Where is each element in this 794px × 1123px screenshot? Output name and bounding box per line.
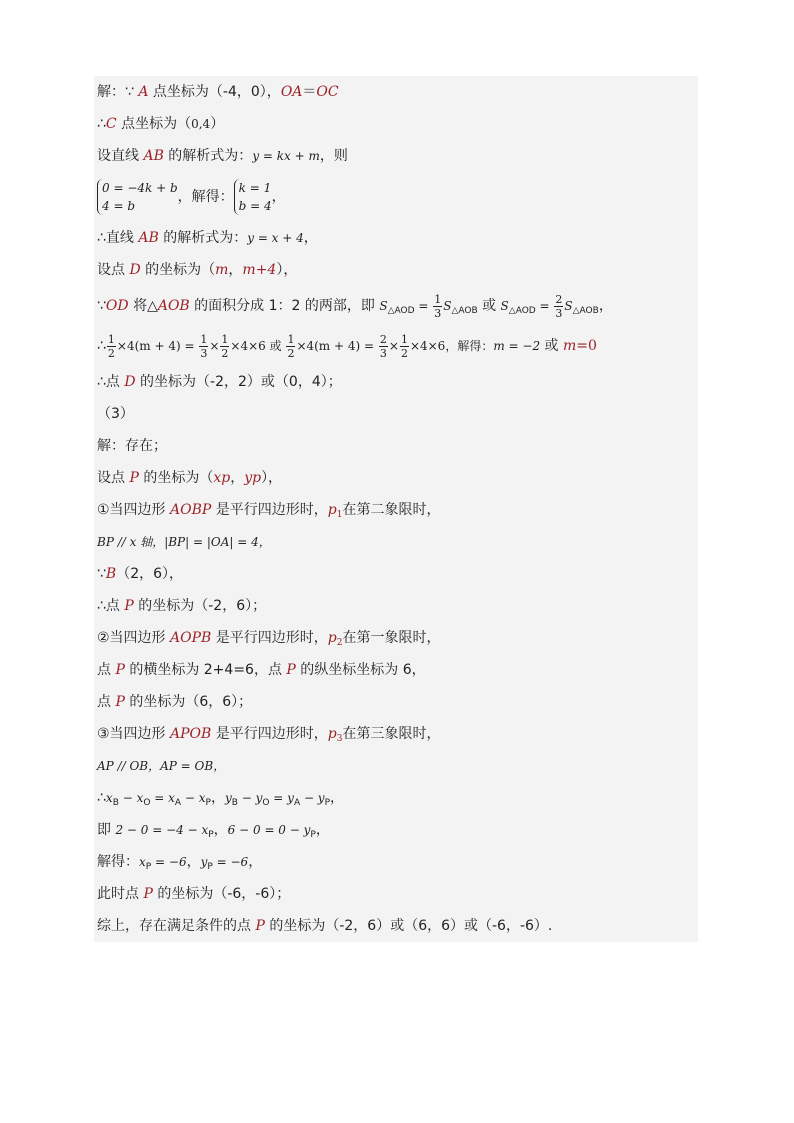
expr: − x: [181, 791, 206, 805]
text: ，解得：: [177, 189, 234, 205]
solution-document: [94, 76, 698, 942]
text: ，: [315, 822, 330, 838]
denominator: 2: [287, 346, 295, 360]
subscript: A: [174, 798, 182, 808]
text: 解：∵: [97, 84, 139, 100]
line-7: [94, 286, 698, 326]
subscript: B: [231, 798, 238, 808]
var-p: p: [327, 502, 337, 518]
text: 点: [97, 694, 116, 710]
area-symbol: S: [500, 299, 509, 313]
expr: ×4×6 或: [230, 339, 286, 353]
subscript: A: [293, 798, 301, 808]
eq: 0 = −4k + b: [102, 181, 178, 195]
area-symbol: S: [564, 299, 573, 313]
area-symbol: S: [379, 299, 388, 313]
var-m: m: [215, 262, 229, 278]
subscript: P: [145, 862, 152, 872]
var-x: x: [139, 855, 146, 869]
numerator: 1: [400, 332, 408, 346]
text: 将△: [128, 298, 158, 314]
text: 点: [97, 662, 116, 678]
text: 解：存在；: [97, 438, 167, 454]
text: 的解析式为：: [158, 230, 248, 246]
fraction-third: [199, 333, 208, 360]
var-p: P: [124, 598, 134, 614]
var-oa: OA: [280, 84, 303, 100]
var-oc: OC: [316, 84, 339, 100]
expr: = x: [150, 791, 175, 805]
text: 在第三象限时，: [342, 726, 441, 742]
text: ，: [228, 262, 243, 278]
fraction-half: [286, 333, 295, 360]
denominator: 3: [379, 346, 387, 360]
expr: = −6: [212, 855, 249, 869]
line-22: [94, 782, 698, 814]
text: 的坐标为（-2，6）或（6，6）或（-6，-6）.: [264, 918, 553, 934]
var-d: D: [129, 262, 141, 278]
line-2: [94, 108, 698, 140]
var-p: P: [286, 662, 296, 678]
var-od: OD: [105, 298, 129, 314]
subscript: △AOB: [451, 306, 478, 316]
subscript: △AOD: [387, 306, 415, 316]
text: ）: [210, 116, 225, 132]
expr: ×: [388, 339, 399, 353]
var-y: y: [224, 791, 232, 805]
text: ，: [330, 790, 345, 806]
denominator: 3: [555, 306, 563, 320]
formula: BP // x 轴，|BP| = |OA| = 4，: [97, 535, 271, 549]
var-p: P: [129, 470, 139, 486]
text: 或: [540, 338, 563, 354]
line-4-system: [94, 172, 698, 222]
line-21: [94, 750, 698, 782]
line-5: [94, 222, 698, 254]
line-12: [94, 462, 698, 494]
text: ①当四边形: [97, 502, 171, 518]
var-a: A: [138, 84, 149, 100]
subscript: △AOB: [572, 306, 599, 316]
var-aob: AOB: [157, 298, 190, 314]
var-p: P: [115, 662, 125, 678]
equation-system-1: [97, 179, 178, 215]
line-16: [94, 590, 698, 622]
var-b: B: [105, 566, 117, 582]
text: =0: [576, 338, 597, 354]
subscript: P: [208, 830, 214, 840]
fraction-two-thirds: [379, 333, 388, 360]
text: ∴直线: [97, 230, 139, 246]
coord: 0,4: [191, 117, 211, 131]
text: ，: [210, 790, 225, 806]
var-c: C: [105, 116, 117, 132]
subscript: P: [324, 798, 331, 808]
text: 解得：: [97, 854, 139, 870]
line-26: [94, 910, 698, 942]
expr: = y: [269, 791, 294, 805]
eq: 4 = b: [102, 199, 135, 213]
numerator: 1: [200, 332, 208, 346]
equation-system-2: [234, 179, 272, 215]
subscript: O: [262, 798, 270, 808]
text: 的横坐标为 2+4=6，点: [124, 662, 287, 678]
var-d: D: [124, 374, 136, 390]
text: 即: [97, 822, 116, 838]
var-quad: AOBP: [170, 502, 212, 518]
numerator: 1: [107, 332, 115, 346]
solution: m = −2: [493, 339, 541, 353]
line-19: [94, 686, 698, 718]
subscript: O: [143, 798, 151, 808]
var-y: y: [200, 855, 208, 869]
text: =: [535, 299, 554, 313]
text: 是平行四边形时，: [211, 726, 328, 742]
text: ③当四边形: [97, 726, 171, 742]
denominator: 3: [434, 306, 442, 320]
text: ∴: [97, 790, 106, 806]
numerator: 1: [287, 332, 295, 346]
text: ∴: [97, 338, 106, 354]
text: ②当四边形: [97, 630, 171, 646]
text: ∵: [97, 566, 106, 582]
fraction-half: [400, 333, 409, 360]
text: 的坐标为（: [138, 470, 214, 486]
expr: ×4×6，解得：: [409, 339, 494, 353]
line-20: [94, 718, 698, 750]
text: ∴: [97, 116, 106, 132]
line-13: [94, 494, 698, 526]
line-14: [94, 526, 698, 558]
text: =: [414, 299, 433, 313]
line-11: [94, 430, 698, 462]
text: ，: [271, 189, 286, 205]
expr: − y: [300, 791, 325, 805]
text: 或: [477, 298, 501, 314]
text: ），: [261, 470, 283, 486]
text: 的纵坐标坐标为 6，: [295, 662, 426, 678]
var-ab: AB: [138, 230, 159, 246]
text: ＝: [302, 84, 317, 100]
formula: AP // OB，AP = OB，: [97, 759, 226, 773]
line-23: [94, 814, 698, 846]
text: ∴点: [97, 598, 125, 614]
numerator: 1: [434, 292, 442, 306]
line-10: [94, 398, 698, 430]
line-18: [94, 654, 698, 686]
var-p: p: [327, 726, 337, 742]
text: ，: [230, 470, 245, 486]
expr: ×4(m + 4) =: [116, 339, 199, 353]
text: 在第一象限时，: [342, 630, 441, 646]
line-24: [94, 846, 698, 878]
var-m4: m+4: [242, 262, 277, 278]
var-quad: AOPB: [170, 630, 212, 646]
expr: − y: [237, 791, 263, 805]
text: ∴点: [97, 374, 125, 390]
var-p: P: [255, 918, 265, 934]
text: 点坐标为（: [116, 116, 192, 132]
text: 的坐标为（-2，6）；: [133, 598, 267, 614]
line-1: [94, 76, 698, 108]
var-x: x: [105, 791, 113, 805]
text: ，则: [319, 148, 348, 164]
var-m: m: [563, 338, 577, 354]
text: 的面积分成 1：2 的两部，即: [189, 298, 380, 314]
expr: 2 − 0 = −4 − x: [115, 823, 209, 837]
subscript: △AOD: [508, 306, 536, 316]
text: ，: [213, 822, 228, 838]
text: 在第二象限时，: [342, 502, 441, 518]
subscript: 3: [336, 734, 343, 744]
denominator: 2: [107, 346, 115, 360]
line-8: [94, 326, 698, 366]
formula: y = kx + m: [252, 149, 320, 163]
expr: 6 − 0 = 0 − y: [227, 823, 311, 837]
text: 设直线: [97, 148, 144, 164]
subscript: P: [205, 798, 211, 808]
expr: − x: [118, 791, 144, 805]
subscript: P: [310, 830, 316, 840]
var-ab: AB: [143, 148, 164, 164]
text: ，: [598, 298, 613, 314]
text: 的坐标为（-2，2）或（0，4）；: [135, 374, 342, 390]
text: 设点: [97, 470, 130, 486]
text: 是平行四边形时，: [211, 630, 328, 646]
expr: ×4(m + 4) =: [296, 339, 378, 353]
text: 点坐标为（-4，0），: [148, 84, 281, 100]
denominator: 2: [221, 346, 229, 360]
text: 的坐标为（-6，-6）；: [152, 886, 291, 902]
numerator: 2: [379, 332, 387, 346]
text: 综上，存在满足条件的点: [97, 918, 256, 934]
text: （2，6），: [116, 566, 184, 582]
text: 是平行四边形时，: [211, 502, 328, 518]
subscript: P: [207, 862, 213, 872]
line-9: [94, 366, 698, 398]
subscript: 2: [336, 638, 343, 648]
part-label: （3）: [97, 406, 134, 422]
text: ，: [186, 854, 201, 870]
var-p: p: [327, 630, 337, 646]
numerator: 1: [221, 332, 229, 346]
denominator: 3: [200, 346, 208, 360]
expr: ×: [209, 339, 220, 353]
text: 的解析式为：: [163, 148, 253, 164]
subscript: B: [112, 798, 119, 808]
numerator: 2: [555, 292, 563, 306]
line-15: [94, 558, 698, 590]
text: ），: [276, 262, 298, 278]
text: ，: [303, 230, 318, 246]
eq: k = 1: [238, 181, 272, 195]
eq: b = 4: [238, 199, 272, 213]
line-3: [94, 140, 698, 172]
fraction-half: [107, 333, 116, 360]
text: 的坐标为（6，6）；: [124, 694, 253, 710]
var-p: P: [115, 694, 125, 710]
fraction: [554, 293, 563, 320]
text: 设点: [97, 262, 130, 278]
expr: = −6: [151, 855, 187, 869]
formula: y = x + 4: [247, 231, 304, 245]
line-25: [94, 878, 698, 910]
text: ∵: [97, 298, 106, 314]
var-xp: xp: [213, 470, 231, 486]
var-p: P: [143, 886, 153, 902]
fraction: [433, 293, 442, 320]
text: 此时点: [97, 886, 144, 902]
line-17: [94, 622, 698, 654]
text: ，: [248, 854, 263, 870]
denominator: 2: [400, 346, 408, 360]
area-symbol: S: [443, 299, 452, 313]
fraction-half: [220, 333, 229, 360]
var-quad: APOB: [170, 726, 212, 742]
line-6: [94, 254, 698, 286]
var-yp: yp: [244, 470, 262, 486]
text: 的坐标为（: [140, 262, 216, 278]
subscript: 1: [336, 510, 343, 520]
